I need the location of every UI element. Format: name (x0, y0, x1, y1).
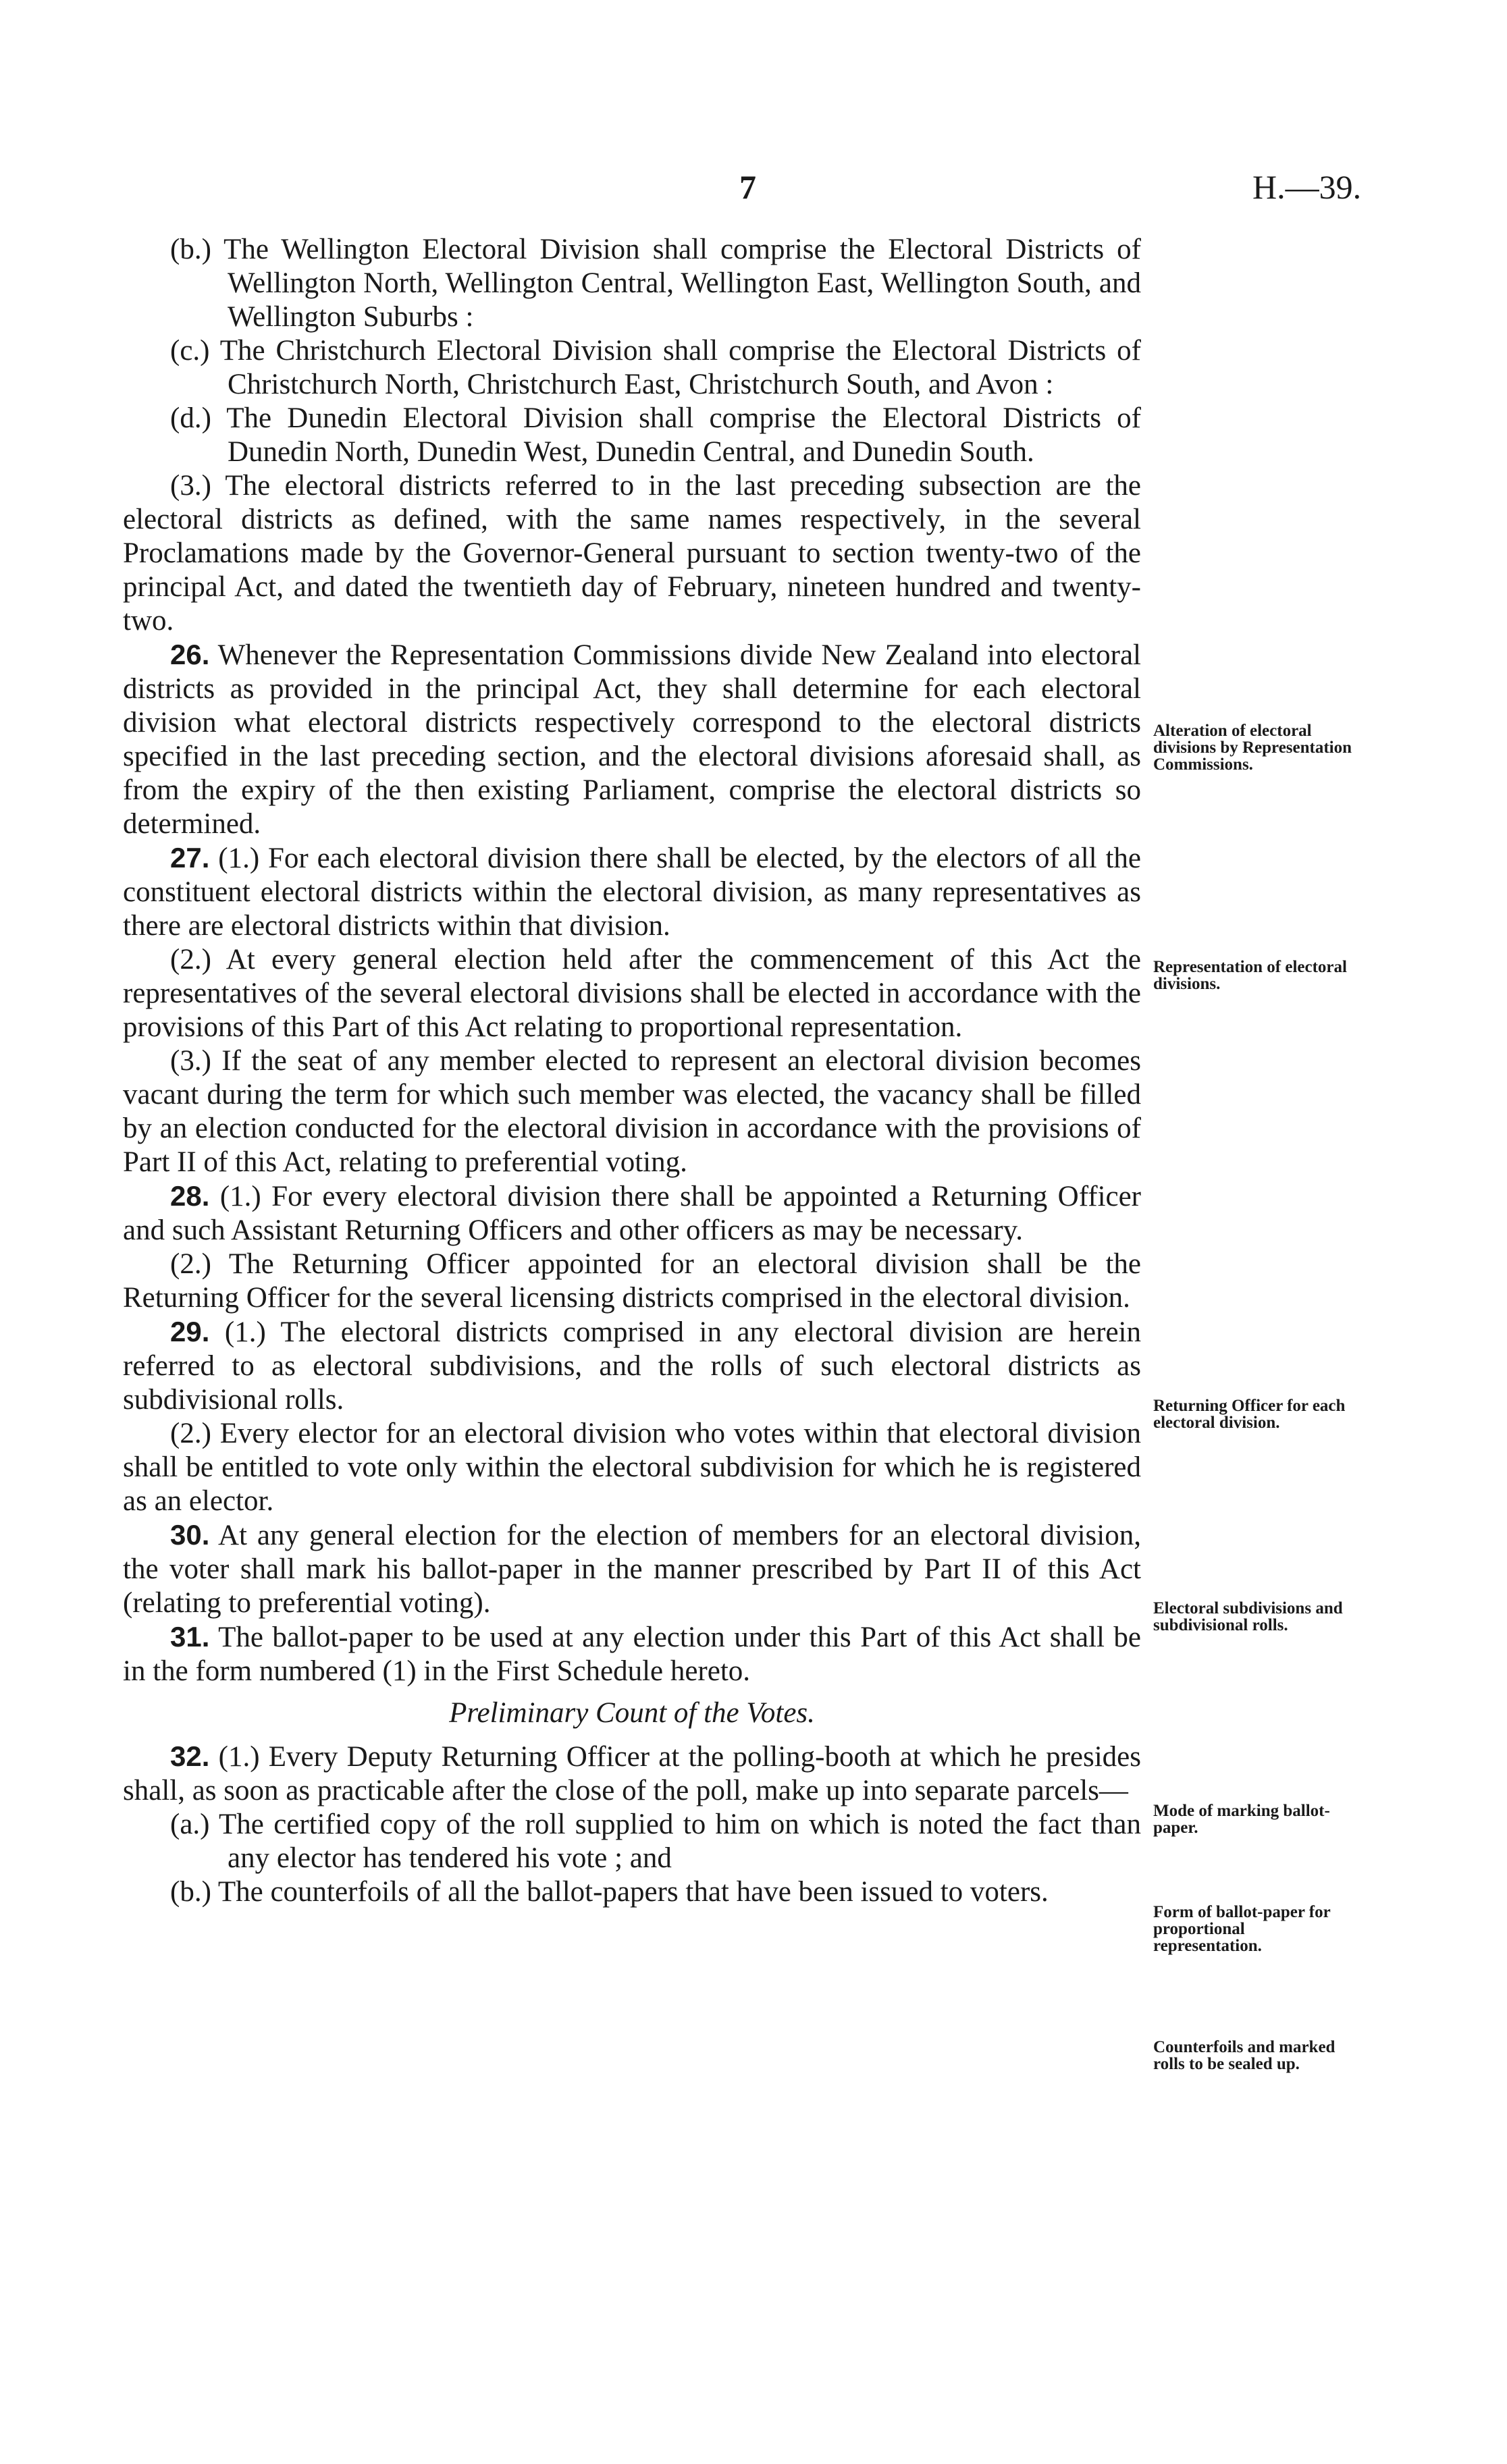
section-31-text: The ballot-paper to be used at any election under this Part of this Act shall be in the form numbered (1) in the First Schedule hereto. (123, 1622, 1141, 1687)
section-heading: Preliminary Count of the Votes. (449, 1697, 815, 1729)
marginal-note-27: Representation of electoral divisions. (1153, 958, 1347, 993)
marginal-note-30: Mode of marking ballot-paper. (1153, 1802, 1330, 1837)
page-number: 7 (739, 168, 756, 206)
section-26 (123, 638, 1141, 841)
section-27 (123, 841, 1141, 943)
marginal-note-26: Alteration of electoral divisions by Representation Commissions. (1153, 722, 1352, 774)
marginal-note-28: Returning Officer for each electoral division. (1153, 1397, 1346, 1432)
section-26-text: Whenever the Representation Commissions divide New Zealand into electoral districts as provided in the principal Act, they shall determine for each electoral division what electoral districts respectively correspond to the electoral districts specified in the last preceding section, and the electoral divisions aforesaid shall, as from the expiry of the then existing Parliament, comprise the electoral districts so determined. (123, 639, 1141, 840)
section-number-26: 26. (170, 639, 210, 670)
body-text (123, 233, 1141, 1909)
section-30-text: At any general election for the election of members for an electoral division, the voter shall mark his ballot-paper in the manner prescribed by Part II of this Act (relating to preferential voting). (123, 1520, 1141, 1619)
section-number-31: 31. (170, 1621, 210, 1653)
paragraph-32-b: (b.) The counterfoils of all the ballot-papers that have been issued to voters. (170, 1876, 1049, 1908)
section-32-1-text: (1.) Every Deputy Returning Officer at the polling-booth at which he presides shall, as soon as practicable after the close of the poll, make up into separate parcels— (123, 1741, 1142, 1806)
document-code: H.—39. (1252, 168, 1362, 206)
section-29-2: (2.) Every elector for an electoral division who votes within that electoral division shall be entitled to vote only within the electoral subdivision for which he is registered as an elector. (123, 1418, 1141, 1517)
section-31 (123, 1620, 1141, 1688)
section-28 (123, 1179, 1141, 1248)
paragraph-32-a: (a.) The certified copy of the roll supplied to him on which is noted the fact than any elector has tendered his vote ; and (170, 1809, 1141, 1874)
section-27-1-text: (1.) For each electoral division there shall be elected, by the electors of all the constituent electoral districts within the electoral division, as many representatives as there are electoral districts within that division. (123, 842, 1141, 942)
section-28-2: (2.) The Returning Officer appointed for an electoral division shall be the Returning Officer for the several licensing districts comprised in the electoral division. (123, 1248, 1141, 1314)
section-number-29: 29. (170, 1316, 210, 1347)
section-number-32: 32. (170, 1740, 210, 1772)
marginal-note-31: Form of ballot-paper for proportional representation. (1153, 1903, 1331, 1955)
marginal-note-32: Counterfoils and marked rolls to be sealed up. (1153, 2038, 1336, 2073)
section-29-1-text: (1.) The electoral districts comprised in any electoral division are herein referred to as electoral subdivisions, and the rolls of such electoral districts as subdivisional rolls. (123, 1316, 1141, 1416)
section-32 (123, 1740, 1141, 1808)
subsection-3: (3.) The electoral districts referred to in the last preceding subsection are the electoral districts as defined, with the same names respectively, in the several Proclamations made by the Governor-General pursuant to section twenty-two of the principal Act, and dated the twentieth day of February, nineteen hundred and twenty-two. (123, 470, 1141, 637)
section-28-1-text: (1.) For every electoral division there shall be appointed a Returning Officer and such Assistant Returning Officers and other officers as may be necessary. (123, 1181, 1142, 1246)
paragraph-d: (d.) The Dunedin Electoral Division shall comprise the Electoral Districts of Dunedin North, Dunedin West, Dunedin Central, and Dunedin South. (170, 402, 1141, 468)
section-29 (123, 1315, 1141, 1417)
page-header (0, 167, 1507, 215)
paragraph-c: (c.) The Christchurch Electoral Division shall comprise the Electoral Districts of Christchurch North, Christchurch East, Christchurch South, and Avon : (170, 335, 1141, 400)
section-30 (123, 1518, 1141, 1620)
section-27-2: (2.) At every general election held after the commencement of this Act the representatives of the several electoral divisions shall be elected in accordance with the provisions of this Part of this Act relating to proportional representation. (123, 944, 1141, 1043)
marginal-note-29: Electoral subdivisions and subdivisional rolls. (1153, 1599, 1343, 1634)
section-number-28: 28. (170, 1180, 210, 1212)
paragraph-b: (b.) The Wellington Electoral Division shall comprise the Electoral Districts of Wellington North, Wellington Central, Wellington East, Wellington South, and Wellington Suburbs : (170, 234, 1141, 333)
section-number-27: 27. (170, 842, 210, 874)
section-27-3: (3.) If the seat of any member elected to represent an electoral division becomes vacant during the term for which such member was elected, the vacancy shall be filled by an election conducted for the electoral division in accordance with the provisions of Part II of this Act, relating to preferential voting. (123, 1045, 1141, 1178)
section-number-30: 30. (170, 1519, 210, 1551)
